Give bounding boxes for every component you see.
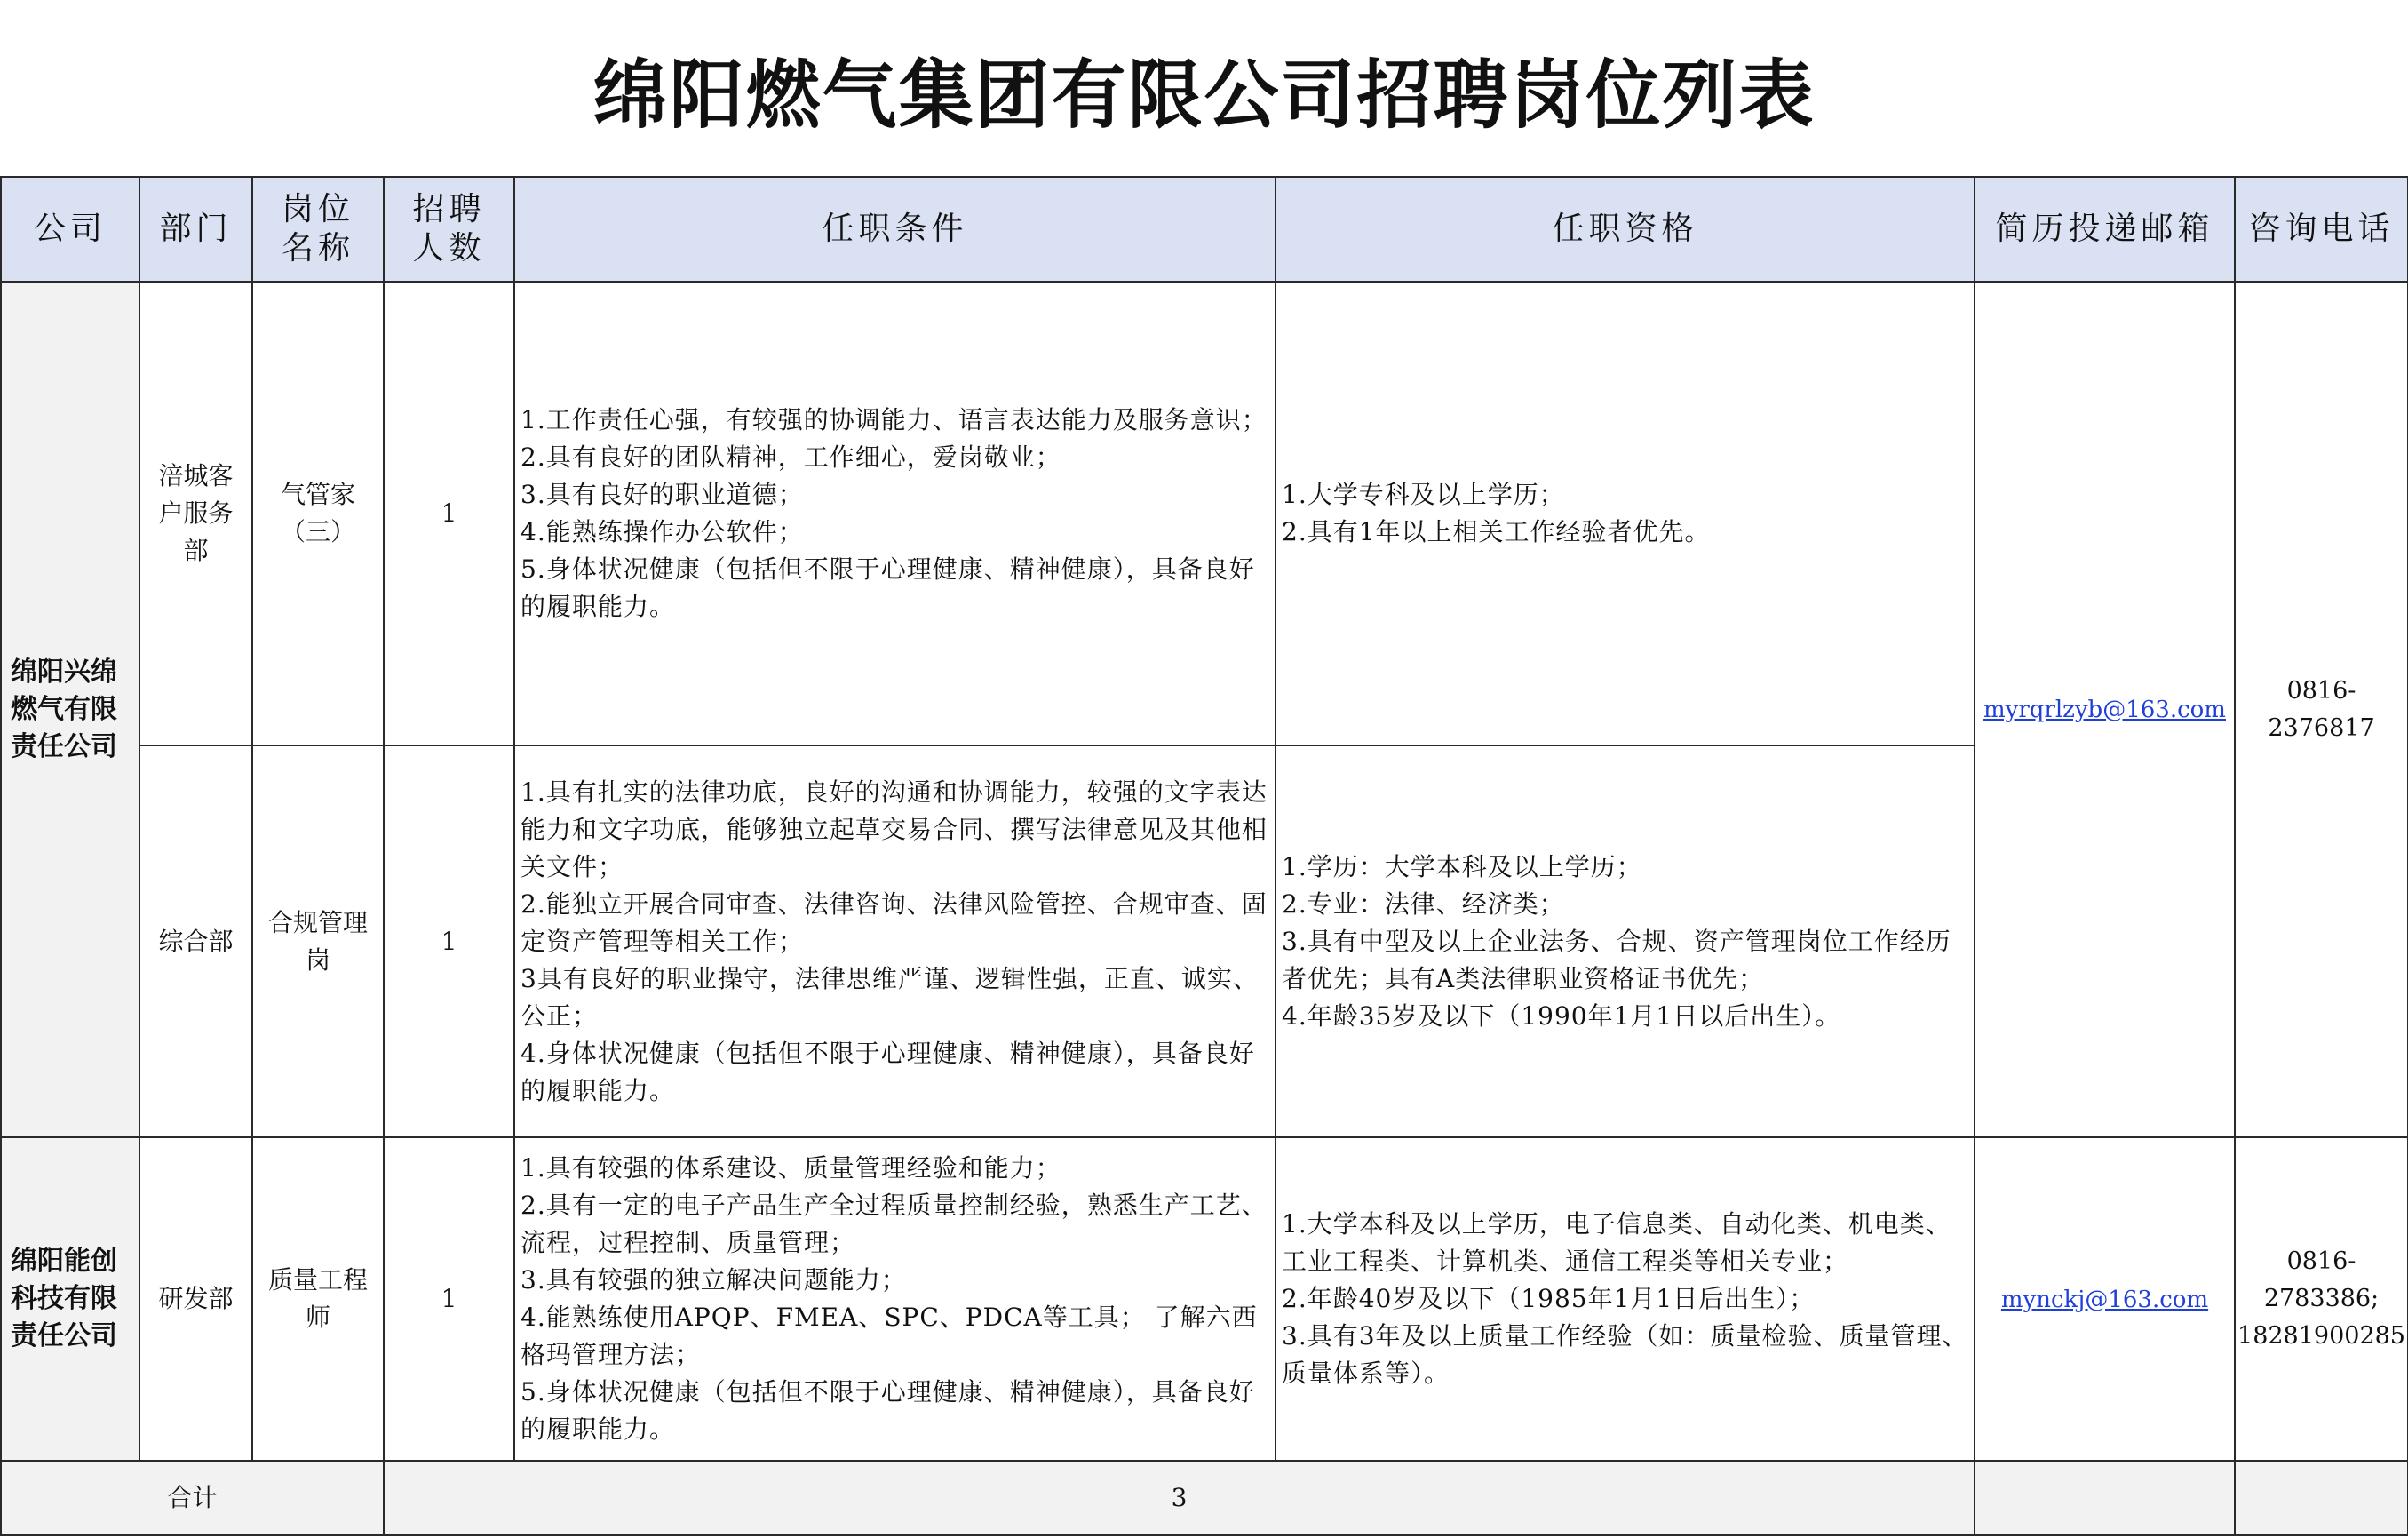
header-duties: 任职条件 [514, 177, 1276, 282]
total-count: 3 [384, 1461, 1975, 1535]
total-empty-phone [2235, 1461, 2408, 1535]
header-qualifications: 任职资格 [1276, 177, 1975, 282]
header-company: 公司 [1, 177, 139, 282]
header-count: 招聘人数 [384, 177, 514, 282]
qualifications-cell: 1.大学专科及以上学历； 2.具有1年以上相关工作经验者优先。 [1276, 282, 1975, 745]
table-row [1, 282, 2408, 745]
total-empty-email [1975, 1461, 2235, 1535]
duties-cell: 1.具有较强的体系建设、质量管理经验和能力； 2.具有一定的电子产品生产全过程质量控制经验，熟悉生产工艺、流程，过程控制、质量管理； 3.具有较强的独立解决问题能力； 4.能熟练使用APQP、FMEA、SPC、PDCA等工具； 了解六西格玛管理方法； 5.身体状况健康（包括但不限于心理健康、精神健康），具备良好的履职能力。 [514, 1137, 1276, 1461]
total-label: 合计 [1, 1461, 384, 1535]
phone-cell: 0816- 2376817 [2235, 282, 2408, 1137]
job-table [0, 176, 2408, 1536]
email-cell [1975, 282, 2235, 1137]
position-cell: 气管家（三） [252, 282, 384, 745]
qualifications-cell: 1.大学本科及以上学历，电子信息类、自动化类、机电类、工业工程类、计算机类、通信工程类等相关专业； 2.年龄40岁及以下（1985年1月1日后出生）； 3.具有3年及以上质量工作经验（如：质量检验、质量管理、质量体系等）。 [1276, 1137, 1975, 1461]
table-row [1, 1137, 2408, 1461]
total-row [1, 1461, 2408, 1535]
duties-cell: 1.工作责任心强，有较强的协调能力、语言表达能力及服务意识； 2.具有良好的团队精神，工作细心，爱岗敬业； 3.具有良好的职业道德； 4.能熟练操作办公软件； 5.身体状况健康（包括但不限于心理健康、精神健康），具备良好的履职能力。 [514, 282, 1276, 745]
position-cell: 合规管理岗 [252, 745, 384, 1137]
phone-cell: 0816- 2783386; 18281900285 [2235, 1137, 2408, 1461]
page-title: 绵阳燃气集团有限公司招聘岗位列表 [592, 51, 1816, 139]
email-link[interactable]: mynckj@163.com [2000, 1286, 2209, 1313]
count-cell: 1 [384, 282, 514, 745]
email-link[interactable]: myrqrlzyb@163.com [1983, 697, 2226, 723]
header-email: 简历投递邮箱 [1975, 177, 2235, 282]
position-cell: 质量工程师 [252, 1137, 384, 1461]
dept-cell: 研发部 [139, 1137, 252, 1461]
qualifications-cell: 1.学历：大学本科及以上学历； 2.专业：法律、经济类； 3.具有中型及以上企业法务、合规、资产管理岗位工作经历者优先；具有A类法律职业资格证书优先； 4.年龄35岁及以下（1990年1月1日以后出生）。 [1276, 745, 1975, 1137]
header-dept: 部门 [139, 177, 252, 282]
header-position: 岗位名称 [252, 177, 384, 282]
count-cell: 1 [384, 745, 514, 1137]
count-cell: 1 [384, 1137, 514, 1461]
company-cell: 绵阳能创科技有限责任公司 [1, 1137, 139, 1461]
header-phone: 咨询电话 [2235, 177, 2408, 282]
company-cell: 绵阳兴绵燃气有限责任公司 [1, 282, 139, 1137]
duties-cell: 1.具有扎实的法律功底，良好的沟通和协调能力，较强的文字表达能力和文字功底，能够独立起草交易合同、撰写法律意见及其他相关文件； 2.能独立开展合同审查、法律咨询、法律风险管控、合规审查、固定资产管理等相关工作； 3具有良好的职业操守，法律思维严谨、逻辑性强，正直、诚实、公正； 4.身体状况健康（包括但不限于心理健康、精神健康），具备良好的履职能力。 [514, 745, 1276, 1137]
dept-cell: 综合部 [139, 745, 252, 1137]
dept-cell: 涪城客户服务部 [139, 282, 252, 745]
email-cell [1975, 1137, 2235, 1461]
header-row [1, 177, 2408, 282]
